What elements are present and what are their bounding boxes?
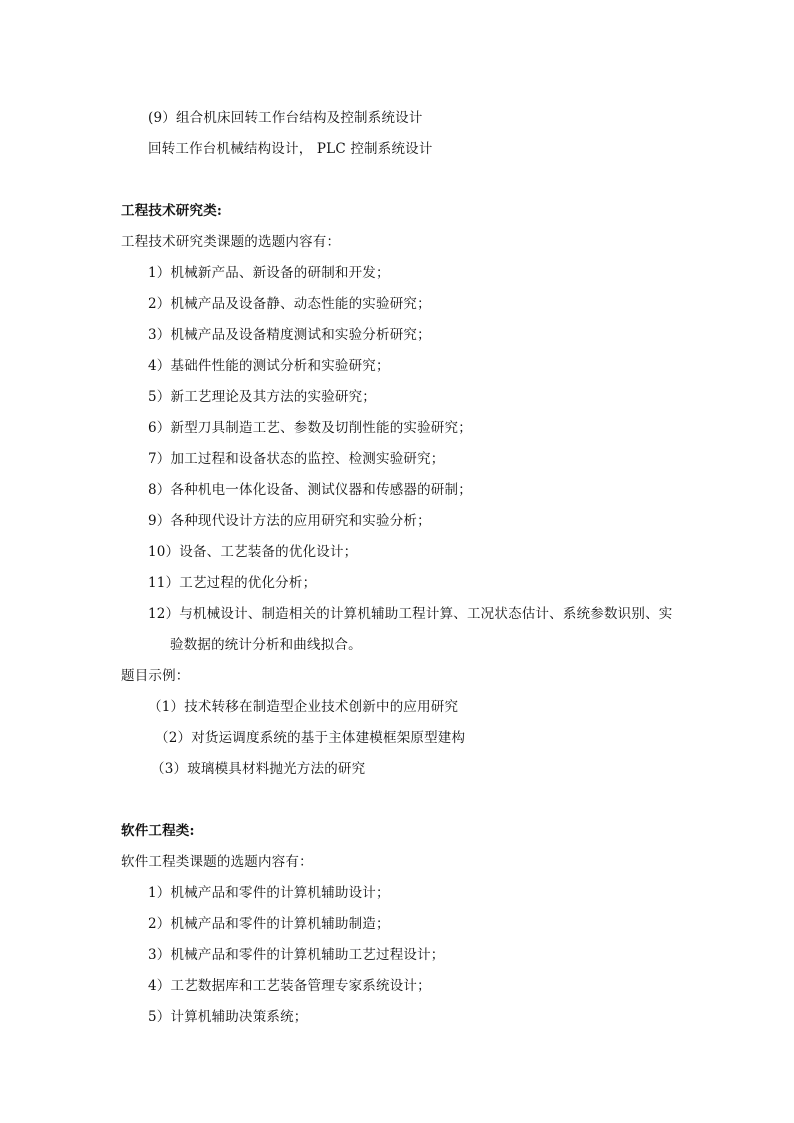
example-item: （2）对货运调度系统的基于主体建模框架原型建构 (155, 730, 466, 746)
software-item: 5）计算机辅助决策系统； (148, 1009, 308, 1025)
engineering-intro: 工程技术研究类课题的选题内容有： (121, 234, 341, 250)
engineering-item: 5）新工艺理论及其方法的实验研究； (148, 389, 376, 405)
example-item: （1）技术转移在制造型企业技术创新中的应用研究 (148, 699, 459, 715)
engineering-item: 12）与机械设计、制造相关的计算机辅助工程计算、工况状态估计、系统参数识别、实 (148, 606, 673, 622)
examples-label: 题目示例： (121, 668, 190, 684)
software-heading: 软件工程类: (121, 823, 195, 839)
engineering-item-continued: 验数据的统计分析和曲线拟合。 (170, 637, 362, 653)
item-9-title: (9）组合机床回转工作台结构及控制系统设计 (148, 110, 423, 126)
engineering-item: 11）工艺过程的优化分析； (148, 575, 317, 591)
engineering-item: 8）各种机电一体化设备、测试仪器和传感器的研制； (148, 482, 472, 498)
software-item: 3）机械产品和零件的计算机辅助工艺过程设计； (148, 947, 445, 963)
engineering-item: 4）基础件性能的测试分析和实验研究； (148, 358, 390, 374)
engineering-item: 9）各种现代设计方法的应用研究和实验分析； (148, 513, 431, 529)
engineering-item: 3）机械产品及设备精度测试和实验分析研究； (148, 327, 431, 343)
example-item: （3）玻璃模具材料抛光方法的研究 (151, 761, 366, 777)
engineering-heading: 工程技术研究类: (121, 203, 223, 219)
engineering-item: 2）机械产品及设备静、动态性能的实验研究； (148, 296, 431, 312)
engineering-item: 6）新型刀具制造工艺、参数及切削性能的实验研究； (148, 420, 472, 436)
software-item: 1）机械产品和零件的计算机辅助设计； (148, 885, 390, 901)
engineering-item: 7）加工过程和设备状态的监控、检测实验研究； (148, 451, 445, 467)
engineering-item: 10）设备、工艺装备的优化设计； (148, 544, 358, 560)
engineering-item: 1）机械新产品、新设备的研制和开发； (148, 265, 390, 281)
item-9-detail: 回转工作台机械结构设计， PLC 控制系统设计 (148, 141, 433, 157)
software-intro: 软件工程类课题的选题内容有： (121, 854, 313, 870)
software-item: 4）工艺数据库和工艺装备管理专家系统设计； (148, 978, 431, 994)
software-item: 2）机械产品和零件的计算机辅助制造； (148, 916, 390, 932)
